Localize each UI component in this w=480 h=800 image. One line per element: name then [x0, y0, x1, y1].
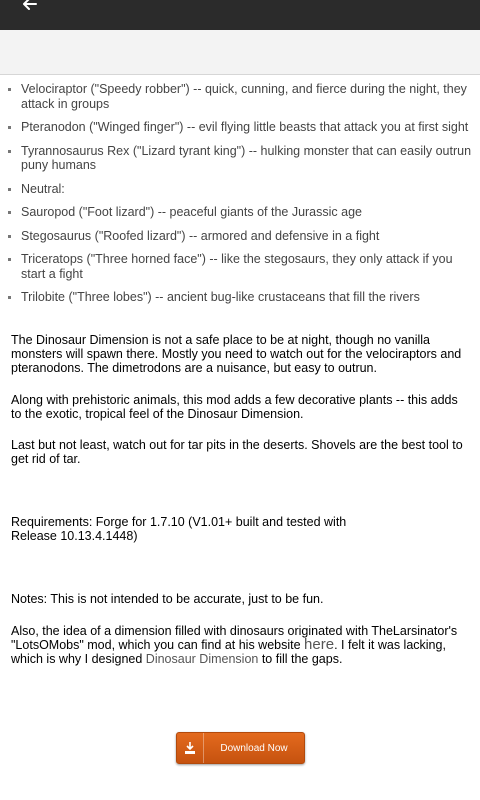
origin-text-end: to fill the gaps. [258, 652, 343, 666]
notes-paragraph: Notes: This is not intended to be accurate, just to be fun. [11, 592, 324, 606]
download-icon-wrap [177, 733, 204, 763]
app-bar [0, 0, 480, 30]
download-icon [183, 741, 197, 755]
download-button[interactable] [176, 732, 305, 764]
download-label: Download Now [220, 742, 288, 754]
requirements-paragraph: Requirements: Forge for 1.7.10 (V1.01+ built and tested with Release 10.13.4.1448) [11, 515, 347, 543]
toolbar-strip [0, 30, 480, 75]
list-item: Sauropod ("Foot lizard") -- peaceful giants of the Jurassic age [0, 205, 480, 220]
list-item: Stegosaurus ("Roofed lizard") -- armored and defensive in a fight [0, 229, 480, 244]
list-item: Velociraptor ("Speedy robber") -- quick, cunning, and fierce during the night, they attack in groups [0, 82, 480, 111]
back-arrow-icon [22, 0, 38, 12]
origin-paragraph [11, 624, 471, 666]
list-item: Triceratops ("Three horned face") -- like the stegosaurs, they only attack if you start a fight [0, 252, 480, 281]
tar-paragraph: Last but not least, watch out for tar pits in the deserts. Shovels are the best tool to get rid of tar. [11, 438, 463, 466]
back-button[interactable] [16, 0, 44, 16]
creature-list [0, 82, 480, 314]
list-item: Pteranodon ("Winged finger") -- evil flying little beasts that attack you at first sight [0, 120, 480, 135]
list-item: Tyrannosaurus Rex ("Lizard tyrant king") -- hulking monster that can easily outrun puny humans [0, 144, 480, 173]
safety-paragraph: The Dinosaur Dimension is not a safe place to be at night, though no vanilla monsters will spawn there. Mostly you need to watch out for the velociraptors and pteranodons. The dimetrodons are a nuisance, but easy to outrun. [11, 333, 462, 375]
list-item: Trilobite ("Three lobes") -- ancient bug-like crustaceans that fill the rivers [0, 290, 480, 305]
origin-text-middle: . I felt it was lacking, which is why I designed [11, 638, 446, 666]
website-link[interactable]: here [304, 636, 335, 653]
plants-paragraph: Along with prehistoric animals, this mod adds a few decorative plants -- this adds to the exotic, tropical feel of the Dinosaur Dimension. [11, 393, 458, 421]
origin-text: Also, the idea of a dimension filled with dinosaurs originated with TheLarsinator's "LotsOMobs" mod, which you can find at his website [11, 624, 458, 652]
article-content [0, 74, 480, 800]
dinosaur-dimension-link[interactable]: Dinosaur Dimension [145, 652, 259, 666]
list-item: Neutral: [0, 182, 480, 197]
